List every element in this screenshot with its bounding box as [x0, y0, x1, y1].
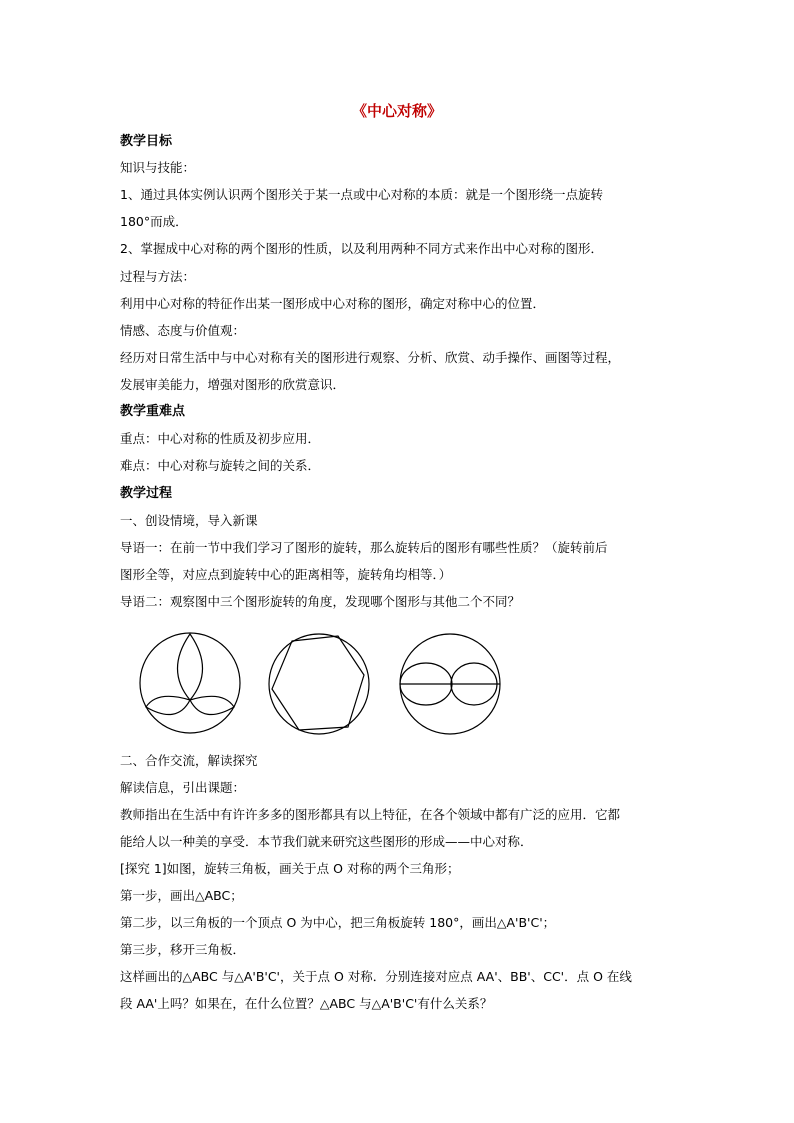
section-2-heading: 二、合作交流，解读探究	[120, 753, 258, 768]
lead-2: 导语二：观察图中三个图形旋转的角度，发现哪个图形与其他二个不同？	[120, 594, 521, 609]
knowledge-item-1-cont: 180°而成．	[120, 214, 188, 229]
knowledge-item-1: 1、通过具体实例认识两个图形关于某一点或中心对称的本质：就是一个图形绕一点旋转	[120, 187, 603, 202]
step-1: 第一步，画出△ABC；	[120, 888, 243, 903]
knowledge-label: 知识与技能：	[120, 160, 196, 175]
section-1-heading: 一、创设情境，导入新课	[120, 513, 258, 528]
three-petal-circle-icon	[137, 630, 243, 736]
step-2: 第二步，以三角板的一个顶点 O 为中心，把三角板旋转 180°，画出△A'B'C'；	[120, 915, 556, 930]
teacher-text: 教师指出在生活中有许许多多的图形都具有以上特征，在各个领域中都有广泛的应用．它都	[120, 807, 621, 822]
outer-circle	[269, 634, 369, 734]
process-text: 利用中心对称的特征作出某一图形成中心对称的图形，确定对称中心的位置．	[120, 296, 546, 311]
objectives-heading: 教学目标	[120, 134, 173, 149]
petal-left	[146, 696, 190, 714]
emotion-label: 情感、态度与价值观：	[120, 323, 246, 338]
lead-1: 导语一：在前一节中我们学习了图形的旋转，那么旋转后的图形有哪些性质？（旋转前后	[120, 540, 608, 555]
outer-circle	[140, 633, 240, 733]
teacher-text-cont: 能给人以一种美的享受．本节我们就来研究这些图形的形成——中心对称．	[120, 834, 533, 849]
keypoints-heading: 教学重难点	[120, 404, 186, 419]
inner-hexagon	[272, 636, 364, 730]
petal-top	[178, 634, 203, 700]
difficulty-text: 难点：中心对称与旋转之间的关系．	[120, 458, 321, 473]
question-text-cont: 段 AA'上吗？如果在，在什么位置？△ABC 与△A'B'C'有什么关系？	[120, 996, 493, 1011]
explore-1-text: [探究 1]如图，旋转三角板，画关于点 O 对称的两个三角形；	[120, 861, 460, 876]
keypoint-text: 重点：中心对称的性质及初步应用．	[120, 431, 321, 446]
step-3: 第三步，移开三角板．	[120, 942, 246, 957]
page-title: 《中心对称》	[351, 102, 442, 120]
knowledge-item-2: 2、掌握成中心对称的两个图形的性质，以及利用两种不同方式来作出中心对称的图形．	[120, 241, 603, 256]
lead-1-cont: 图形全等，对应点到旋转中心的距离相等，旋转角均相等．）	[120, 567, 452, 582]
two-ellipse-circle-icon	[397, 631, 503, 737]
question-text: 这样画出的△ABC 与△A'B'C'，关于点 O 对称．分别连接对应点 AA'、BB'、CC'．点 O 在线	[120, 969, 632, 984]
emotion-text-cont: 发展审美能力，增强对图形的欣赏意识．	[120, 377, 346, 392]
interpret-text: 解读信息，引出课题：	[120, 780, 246, 795]
process-heading: 教学过程	[120, 486, 173, 501]
process-label: 过程与方法：	[120, 269, 196, 284]
hexagon-in-circle-icon	[266, 631, 372, 737]
petal-right	[190, 696, 234, 714]
emotion-text: 经历对日常生活中与中心对称有关的图形进行观察、分析、欣赏、动手操作、画图等过程，	[120, 350, 621, 365]
